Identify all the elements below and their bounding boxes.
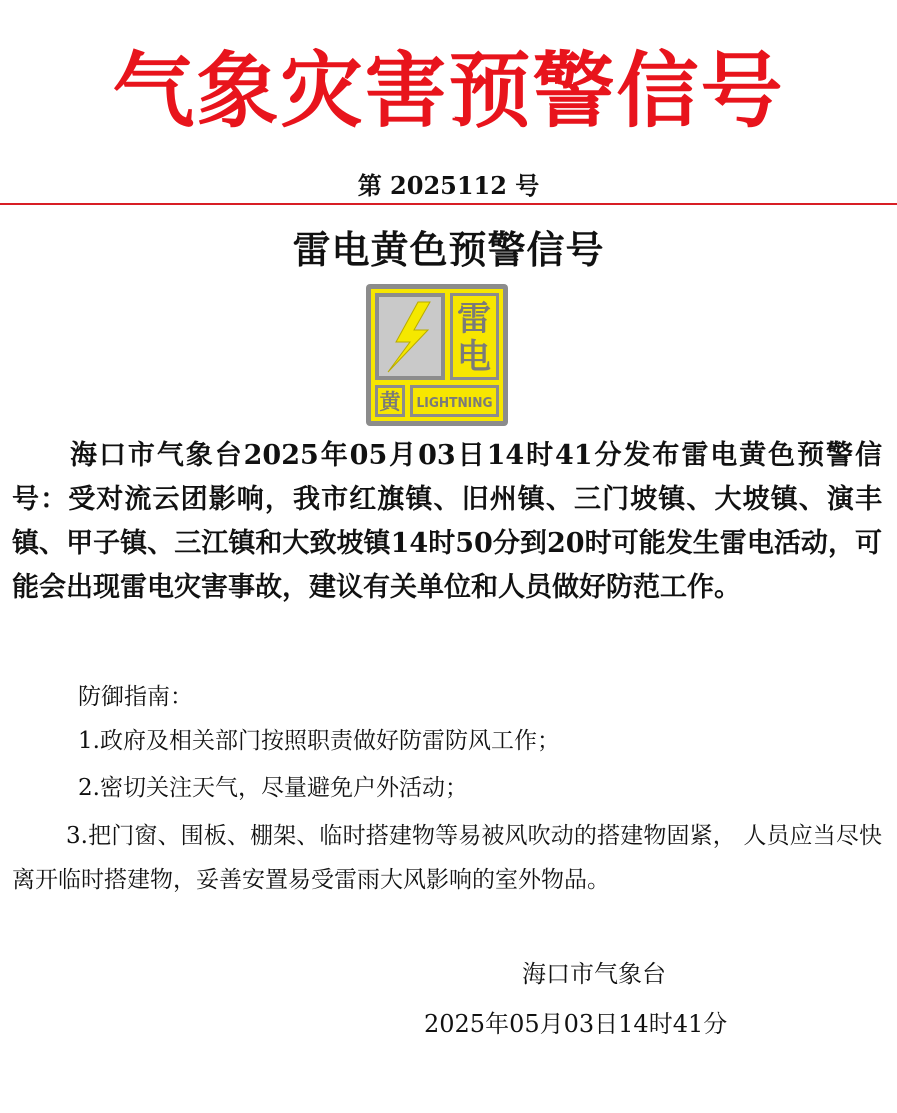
header-divider <box>0 203 897 205</box>
document-masthead-title: 气象灾害预警信号 <box>112 44 785 139</box>
warning-paragraph: 海口市气象台2025年05月03日14时41分发布雷电黄色预警信号：受对流云团影响，我市红旗镇、旧州镇、三门坡镇、大坡镇、演丰镇、甲子镇、三江镇和大致坡镇14时50分到20时可能发生雷电活动，可能会出现雷电灾害事故，建议有关单位和人员做好防范工作。 <box>12 440 882 603</box>
lightning-yellow-warning-icon <box>366 284 508 426</box>
issue-date: 2025年05月03日14时41分 <box>424 1010 728 1038</box>
document-number: 第 2025112 号 <box>357 171 540 200</box>
defense-guide-heading: 防御指南： <box>78 684 193 710</box>
defense-guide-item: 1.政府及相关部门按照职责做好防雷防风工作； <box>78 728 560 754</box>
defense-guide-item: 2.密切关注天气，尽量避免户外活动； <box>78 775 468 801</box>
icon-char-lei: 雷 <box>457 299 491 339</box>
defense-guide-item: 3.把门窗、围板、棚架、临时搭建物等易被风吹动的搭建物固紧， 人员应当尽快离开临时搭建物，妥善安置易受雷雨大风影响的室外物品。 <box>12 823 882 893</box>
icon-level-char: 黄 <box>379 390 401 414</box>
icon-label-text: LIGHTNING <box>416 396 493 411</box>
issuer-signature: 海口市气象台 <box>522 960 666 988</box>
signal-title: 雷电黄色预警信号 <box>292 228 605 272</box>
icon-char-dian: 电 <box>457 337 491 377</box>
